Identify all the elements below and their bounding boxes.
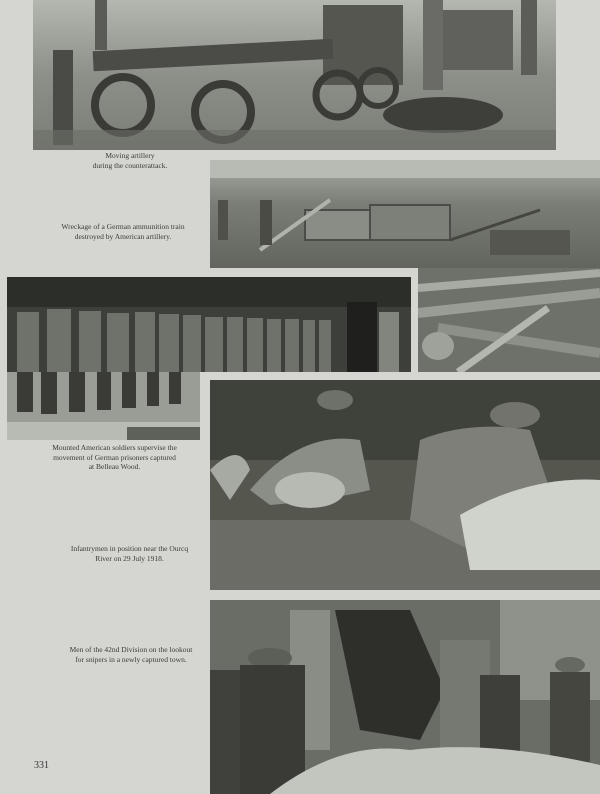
caption-ammunition-train-wreckage	[40, 222, 206, 241]
photo-42nd-division	[210, 600, 600, 794]
photo-rubble-timbers	[418, 268, 600, 372]
caption-line: Men of the 42nd Division on the lookout	[69, 645, 193, 654]
photo-german-prisoners	[7, 277, 411, 372]
caption-line: Infantrymen in position near the Ourcq	[70, 544, 189, 553]
caption-german-prisoners	[22, 443, 207, 472]
photo-moving-artillery	[33, 0, 556, 150]
photo-infantrymen-ourcq	[210, 380, 600, 590]
caption-line: movement of German prisoners captured	[53, 452, 176, 462]
caption-42nd-division	[55, 645, 207, 664]
caption-line: River on 29 July 1918.	[95, 553, 164, 563]
caption-line: Moving artillery	[105, 151, 155, 160]
caption-line: during the counterattack.	[92, 160, 168, 170]
photo-german-prisoners-lower	[7, 372, 200, 440]
photo-ammunition-train-wreckage	[210, 160, 600, 268]
caption-infantrymen-ourcq	[52, 544, 207, 563]
page-number: 331	[34, 760, 49, 771]
caption-line: for snipers in a newly captured town.	[75, 654, 187, 664]
caption-line: Mounted American soldiers supervise the	[52, 443, 177, 452]
caption-moving-artillery	[60, 151, 200, 170]
caption-line: Wreckage of a German ammunition train	[61, 222, 185, 231]
caption-line: at Belleau Wood.	[88, 462, 141, 471]
caption-line: destroyed by American artillery.	[74, 231, 172, 241]
